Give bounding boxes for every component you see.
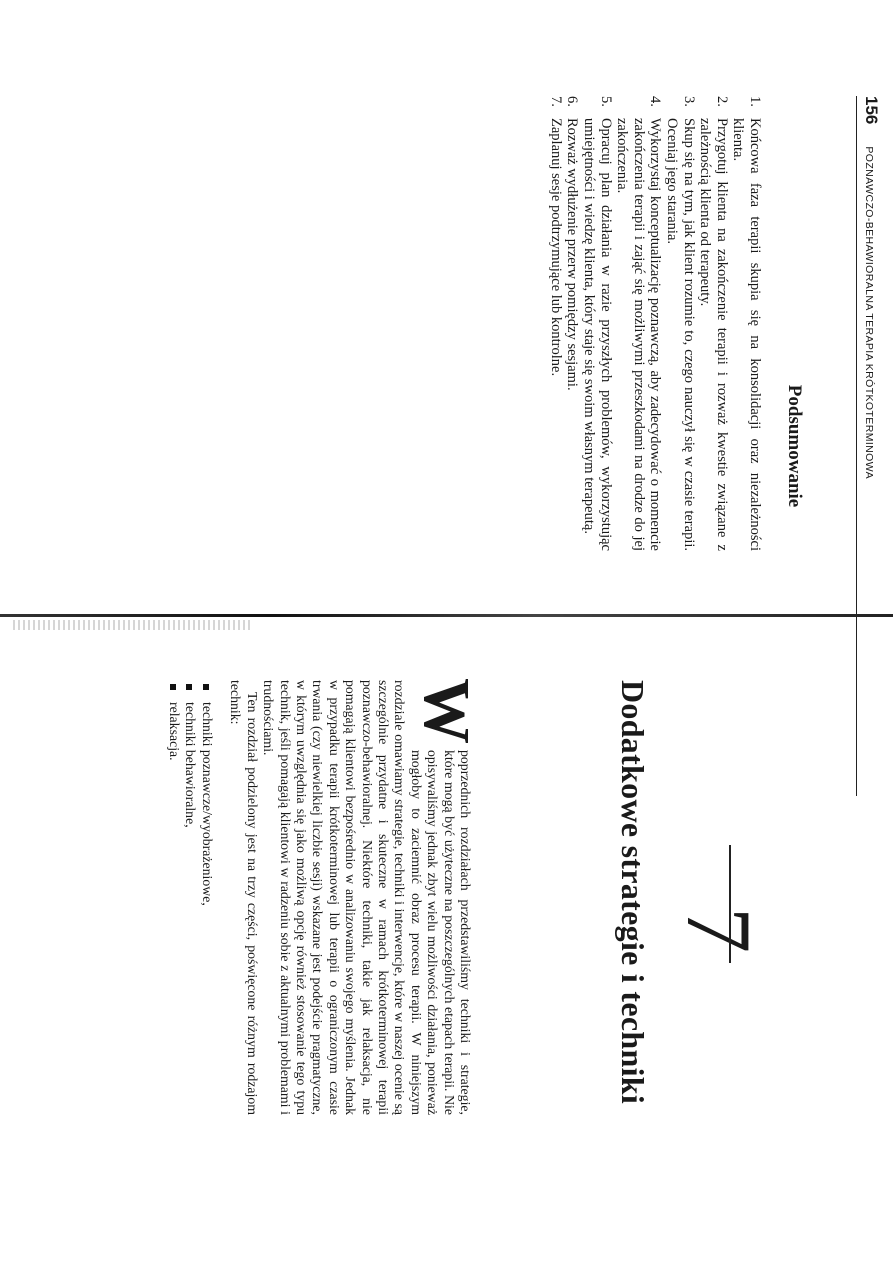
list-item bbox=[697, 96, 730, 551]
list-number: 7. bbox=[547, 96, 564, 107]
list-text: Zaplanuj sesje podtrzymujące lub kontrolne. bbox=[547, 118, 564, 377]
list-item bbox=[614, 96, 664, 551]
chapter-title: Dodatkowe strategie i techniki bbox=[615, 680, 651, 1105]
list-number: 1. bbox=[747, 96, 763, 107]
bullet-text: techniki poznawcze/wyobrażeniowe, bbox=[199, 702, 215, 906]
book-gutter bbox=[0, 604, 893, 638]
gutter-line bbox=[0, 614, 893, 617]
list-text: Końcowa faza terapii skupia się na konsolidacji oraz niezależności klienta. bbox=[730, 118, 763, 551]
list-number: 6. bbox=[564, 96, 581, 107]
section-title: Podsumowanie bbox=[784, 384, 805, 508]
list-item bbox=[199, 680, 215, 1115]
chapter-rule bbox=[729, 845, 731, 963]
bullet-square-icon bbox=[203, 684, 209, 690]
list-text: Opracuj plan działania w razie przyszłych problemów, wykorzystując umiejętności i wiedzę klienta, który staje się swoim własnym terapeutą. bbox=[581, 118, 614, 551]
bullet-text: techniki behawioralne, bbox=[183, 702, 199, 828]
list-number: 5. bbox=[597, 96, 614, 107]
drop-cap: W bbox=[410, 678, 483, 744]
list-item bbox=[166, 680, 182, 1115]
list-number: 2. bbox=[713, 96, 730, 107]
page-number: 156 bbox=[862, 96, 881, 125]
running-title: POZNAWCZO-BEHAWIORALNA TERAPIA KRÓTKOTERMINOWA bbox=[863, 146, 875, 480]
bullet-square-icon bbox=[187, 684, 193, 690]
list-number: 4. bbox=[647, 96, 664, 107]
list-number: 3. bbox=[680, 96, 697, 107]
list-item bbox=[663, 96, 696, 551]
list-item bbox=[580, 96, 613, 551]
intro-paragraph bbox=[260, 678, 483, 1115]
summary-list bbox=[547, 96, 763, 551]
list-text: Rozważ wydłużenie przerw pomiędzy sesjami. bbox=[564, 118, 581, 391]
scan-noise bbox=[13, 620, 253, 630]
list-item bbox=[564, 96, 581, 551]
technique-list bbox=[166, 680, 215, 1115]
list-text: Przygotuj klienta na zakończenie terapii i rozważ kwestie związane z zależnością klienta od terapeuty. bbox=[697, 118, 730, 551]
chapter-number: 7 bbox=[668, 907, 770, 953]
second-paragraph: Ten rozdział podzielony jest na trzy części, poświęcone różnym rodzajom technik: bbox=[228, 680, 260, 1115]
bullet-text: relaksacja. bbox=[167, 702, 183, 761]
chapter-body bbox=[166, 678, 483, 1115]
running-head bbox=[861, 96, 881, 796]
list-item bbox=[547, 96, 564, 551]
bullet-square-icon bbox=[170, 684, 176, 690]
list-item bbox=[730, 96, 763, 551]
header-rule bbox=[856, 96, 857, 796]
left-page bbox=[0, 0, 893, 610]
intro-text: poprzednich rozdziałach przedstawiliśmy techniki i strategie, które mogą być użyteczne na poszczególnych etapach terapii. Nie opisywaliśmy jednak zbyt wielu możliwości działania, ponieważ mogłoby to zaciemnić obraz procesu terapii. W niniejszym rozdziale omawiamy strategie, techniki i interwencje, które w naszej ocenie są szczególnie przydatne i skuteczne w ramach krótkoterminowej terapii poznawczo-behawioralnej. Niektóre techniki, takie jak relaksacja, nie pomagają klientowi bezpośrednio w analizowaniu swojego myślenia. Jednak w przypadku terapii krótkoterminowej lub terapii o ograniczonym czasie trwania (czy niewielkiej liczbie sesji) wskazane jest podejście pragmatyczne, w którym uwzględnia się jako możliwą opcję również stosowanie tego typu technik, jeśli pomagają klientowi w radzeniu sobie z aktualnymi problemami i trudnościami. bbox=[261, 680, 473, 1115]
list-text: Wykorzystaj konceptualizację poznawczą, aby zadecydować o momencie zakończenia terapii i zająć się możliwymi przeszkodami na drodze do jej zakończenia. bbox=[614, 118, 664, 551]
list-text: Skup się na tym, jak klient rozumie to, czego nauczył się w czasie terapii. Oceniaj jego starania. bbox=[664, 118, 697, 551]
list-item bbox=[182, 680, 198, 1115]
